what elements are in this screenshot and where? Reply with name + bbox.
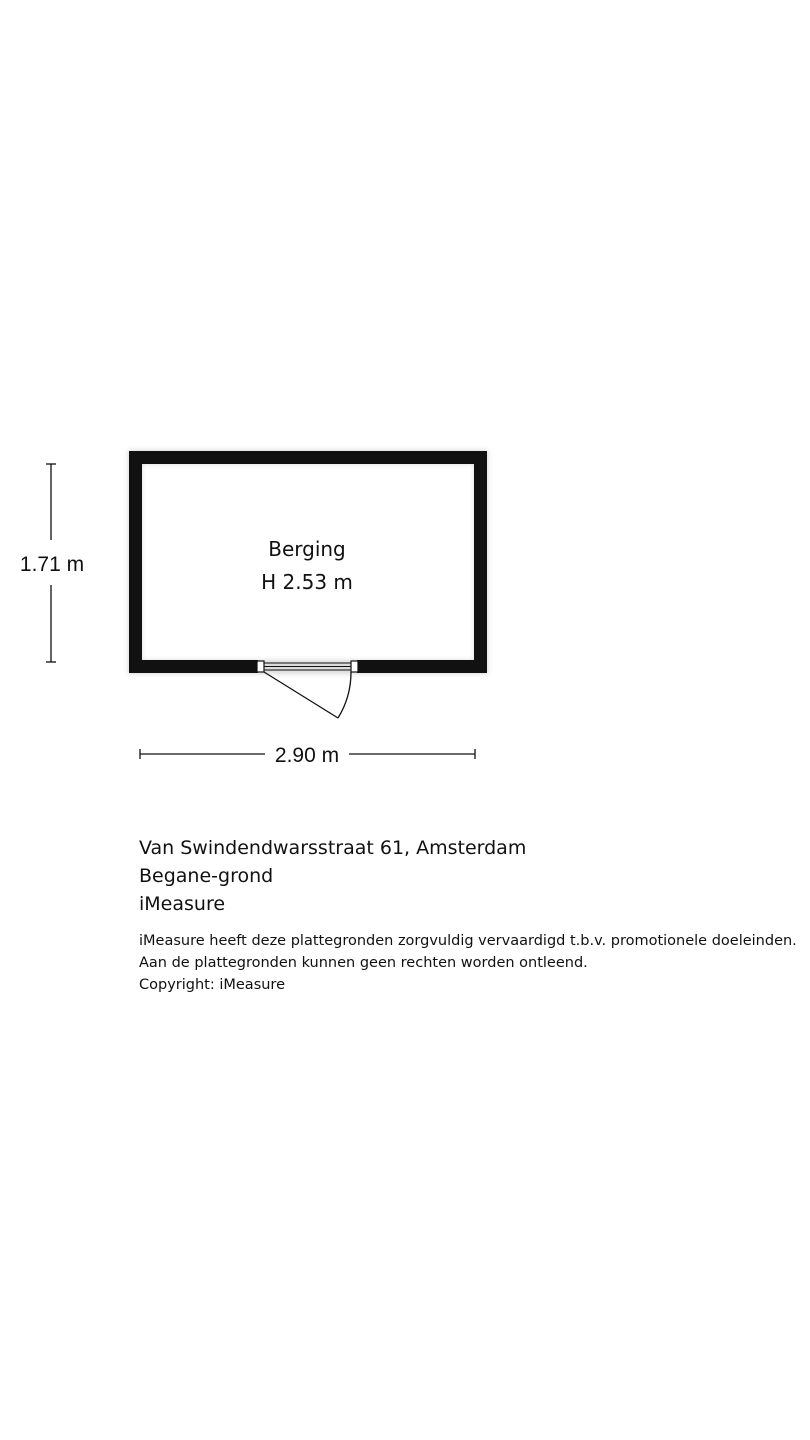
wall-bottom-left bbox=[129, 660, 258, 673]
address: Van Swindendwarsstraat 61, Amsterdam bbox=[139, 837, 527, 859]
disclaimer-line: iMeasure heeft deze plattegronden zorgvuldig vervaardigd t.b.v. promotionele doeleinden. bbox=[139, 933, 797, 949]
wall-bottom-right bbox=[357, 660, 487, 673]
disclaimer-line: Aan de plattegronden kunnen geen rechten worden ontleend. bbox=[139, 955, 588, 971]
door bbox=[257, 661, 358, 718]
wall-top bbox=[129, 451, 487, 464]
door-swing-arc bbox=[338, 672, 351, 718]
disclaimer bbox=[139, 930, 804, 996]
company-name: iMeasure bbox=[139, 893, 226, 915]
door-leaf bbox=[264, 672, 338, 718]
door-jamb-left bbox=[257, 661, 264, 672]
door-jamb-right bbox=[351, 661, 358, 672]
room-height: H 2.53 m bbox=[261, 570, 353, 594]
room-walls bbox=[129, 451, 487, 673]
width-dimension-label: 2.90 m bbox=[274, 744, 340, 767]
wall-left bbox=[129, 451, 142, 673]
floor-name: Begane-grond bbox=[139, 865, 274, 887]
depth-dimension-label: 1.71 m bbox=[19, 553, 85, 576]
copyright-line: Copyright: iMeasure bbox=[139, 977, 285, 993]
wall-right bbox=[474, 451, 487, 673]
room-name: Berging bbox=[268, 537, 346, 561]
plan-info bbox=[139, 834, 804, 996]
wall-shadow bbox=[135, 457, 481, 667]
